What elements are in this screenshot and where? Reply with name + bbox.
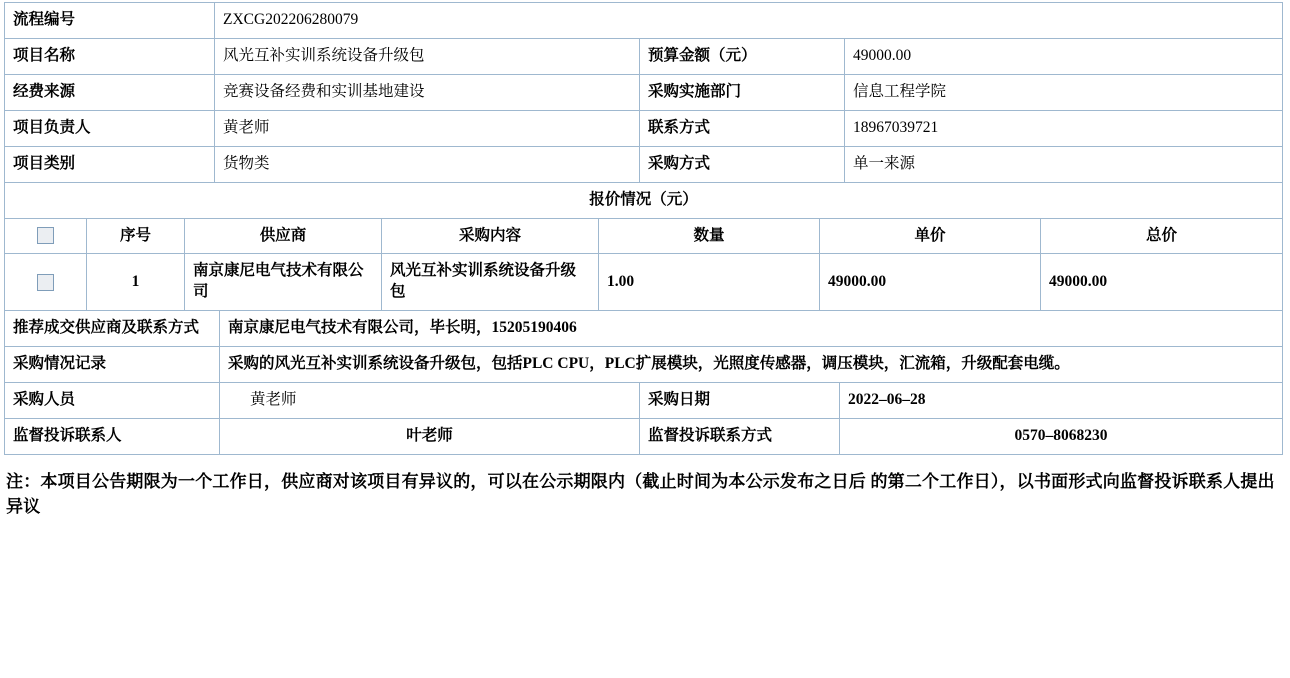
cell-unit-price: 49000.00: [820, 254, 1041, 311]
procurement-details-table: [4, 310, 1283, 455]
field-value-funding-source: 竞赛设备经费和实训基地建设: [215, 74, 640, 110]
column-header-supplier: 供应商: [185, 218, 382, 254]
field-value-department: 信息工程学院: [845, 74, 1283, 110]
field-value-project-category: 货物类: [215, 146, 640, 182]
field-value-supervisor: 叶老师: [220, 419, 640, 455]
table-row: [5, 311, 1283, 347]
field-label-contact: 联系方式: [640, 110, 845, 146]
field-value-supervisor-contact: 0570–8068230: [840, 419, 1283, 455]
field-label-purchase-date: 采购日期: [640, 383, 840, 419]
table-row: [5, 254, 1283, 311]
checkbox-select-all-icon[interactable]: [37, 227, 54, 244]
column-header-index: 序号: [87, 218, 185, 254]
checkbox-row-1-icon[interactable]: [37, 274, 54, 291]
table-row: [5, 38, 1283, 74]
cell-index: 1: [87, 254, 185, 311]
table-row: [5, 347, 1283, 383]
row-select-cell[interactable]: [5, 254, 87, 311]
field-label-project-leader: 项目负责人: [5, 110, 215, 146]
field-label-project-name: 项目名称: [5, 38, 215, 74]
field-label-project-category: 项目类别: [5, 146, 215, 182]
field-value-recommended-supplier: 南京康尼电气技术有限公司，毕长明，15205190406: [220, 311, 1283, 347]
cell-total-price: 49000.00: [1041, 254, 1283, 311]
column-header-unit-price: 单价: [820, 218, 1041, 254]
field-value-process-no: ZXCG202206280079: [215, 3, 1283, 39]
cell-content: 风光互补实训系统设备升级包: [382, 254, 599, 311]
field-value-purchase-method: 单一来源: [845, 146, 1283, 182]
table-row: [5, 146, 1283, 182]
column-header-total-price: 总价: [1041, 218, 1283, 254]
field-label-department: 采购实施部门: [640, 74, 845, 110]
field-label-recommended-supplier: 推荐成交供应商及联系方式: [5, 311, 220, 347]
field-label-funding-source: 经费来源: [5, 74, 215, 110]
table-row: [5, 182, 1283, 218]
field-value-budget: 49000.00: [845, 38, 1283, 74]
field-label-supervisor-contact: 监督投诉联系方式: [640, 419, 840, 455]
column-header-quantity: 数量: [599, 218, 820, 254]
column-header-content: 采购内容: [382, 218, 599, 254]
quote-table-header-row: [5, 218, 1283, 254]
table-row: [5, 419, 1283, 455]
field-value-purchase-date: 2022–06–28: [840, 383, 1283, 419]
table-row: [5, 110, 1283, 146]
document-page: [0, 2, 1290, 520]
procurement-form-table: [4, 2, 1283, 219]
quote-section-title: 报价情况（元）: [5, 182, 1283, 218]
field-label-supervisor: 监督投诉联系人: [5, 419, 220, 455]
select-all-cell[interactable]: [5, 218, 87, 254]
table-row: [5, 74, 1283, 110]
field-label-process-no: 流程编号: [5, 3, 215, 39]
field-value-project-leader: 黄老师: [215, 110, 640, 146]
field-value-project-name: 风光互补实训系统设备升级包: [215, 38, 640, 74]
field-label-purchase-method: 采购方式: [640, 146, 845, 182]
table-row: [5, 383, 1283, 419]
quote-table: [4, 218, 1283, 312]
public-notice-text: 注：本项目公告期限为一个工作日，供应商对该项目有异议的，可以在公示期限内（截止时间为本公示发布之日后 的第二个工作日），以书面形式向监督投诉联系人提出异议: [6, 471, 1275, 517]
cell-quantity: 1.00: [599, 254, 820, 311]
field-label-purchase-record: 采购情况记录: [5, 347, 220, 383]
field-value-purchase-record: 采购的风光互补实训系统设备升级包，包括PLC CPU，PLC扩展模块，光照度传感器，调压模块，汇流箱，升级配套电缆。: [220, 347, 1283, 383]
table-row: [5, 3, 1283, 39]
field-value-buyer: 黄老师: [220, 383, 640, 419]
field-value-contact: 18967039721: [845, 110, 1283, 146]
cell-supplier: 南京康尼电气技术有限公司: [185, 254, 382, 311]
field-label-buyer: 采购人员: [5, 383, 220, 419]
field-label-budget: 预算金额（元）: [640, 38, 845, 74]
